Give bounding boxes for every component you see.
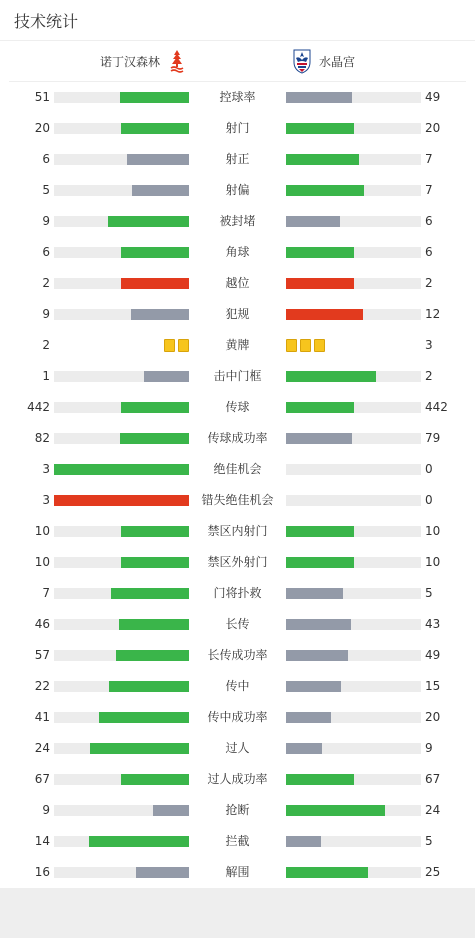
stat-label: 绝佳机会 — [213, 462, 262, 476]
away-bar-fill — [286, 867, 368, 878]
yellow-card-icon — [286, 339, 297, 352]
away-bar-track — [286, 557, 421, 568]
home-bar-fill — [119, 619, 189, 630]
home-bar-fill — [121, 278, 189, 289]
away-bar-fill — [286, 371, 376, 382]
stat-row — [0, 733, 475, 764]
stat-row — [0, 330, 475, 361]
stat-label: 击中门框 — [213, 369, 262, 383]
stat-row — [0, 578, 475, 609]
home-bar-track — [54, 867, 189, 878]
away-bar-track — [286, 123, 421, 134]
stat-row — [0, 237, 475, 268]
away-bar-track — [286, 588, 421, 599]
stat-row — [0, 640, 475, 671]
yellow-card-icon — [178, 339, 189, 352]
away-bar-fill — [286, 92, 352, 103]
stat-label: 越位 — [225, 276, 250, 290]
stat-label: 解围 — [225, 865, 250, 879]
home-value: 22 — [34, 679, 50, 693]
stat-row — [0, 516, 475, 547]
away-bar-fill — [286, 309, 363, 320]
home-bar-fill — [111, 588, 189, 599]
stat-row — [0, 795, 475, 826]
away-value: 10 — [425, 555, 441, 569]
stat-row — [0, 299, 475, 330]
stat-label: 禁区外射门 — [207, 555, 268, 569]
home-bar-track — [54, 185, 189, 196]
stat-label: 传球成功率 — [207, 431, 268, 445]
stat-row — [0, 764, 475, 795]
away-yellow-cards — [286, 339, 325, 352]
stat-row — [0, 423, 475, 454]
home-value: 51 — [34, 90, 50, 104]
home-bar-track — [54, 588, 189, 599]
home-value: 3 — [42, 462, 50, 476]
away-bar-track — [286, 371, 421, 382]
stat-label: 传中成功率 — [207, 710, 268, 724]
home-bar-fill — [121, 526, 189, 537]
away-bar-track — [286, 867, 421, 878]
stat-label: 被封堵 — [219, 214, 256, 228]
stat-row — [0, 671, 475, 702]
home-value: 6 — [42, 245, 50, 259]
away-bar-track — [286, 743, 421, 754]
page-title: 技术统计 — [14, 11, 79, 31]
away-bar-track — [286, 526, 421, 537]
away-value: 442 — [425, 400, 448, 414]
away-value: 3 — [425, 338, 433, 352]
away-bar-track — [286, 433, 421, 444]
away-bar-fill — [286, 805, 385, 816]
home-value: 9 — [42, 803, 50, 817]
away-value: 12 — [425, 307, 441, 321]
away-value: 20 — [425, 710, 441, 724]
away-value: 15 — [425, 679, 441, 693]
away-value: 0 — [425, 493, 433, 507]
away-bar-fill — [286, 123, 354, 134]
home-value: 57 — [34, 648, 50, 662]
away-bar-fill — [286, 154, 359, 165]
home-value: 10 — [34, 524, 50, 538]
stat-row — [0, 361, 475, 392]
stat-label: 犯规 — [225, 307, 250, 321]
stat-label: 射偏 — [225, 183, 250, 197]
home-value: 6 — [42, 152, 50, 166]
home-bar-fill — [121, 247, 189, 258]
away-team[interactable] — [291, 41, 355, 81]
away-bar-fill — [286, 185, 364, 196]
home-value: 7 — [42, 586, 50, 600]
away-value: 24 — [425, 803, 441, 817]
home-value: 41 — [34, 710, 50, 724]
away-value: 6 — [425, 245, 433, 259]
home-bar-track — [54, 278, 189, 289]
stat-label: 射正 — [225, 152, 250, 166]
away-bar-fill — [286, 650, 348, 661]
home-bar-fill — [131, 309, 189, 320]
home-value: 2 — [42, 276, 50, 290]
away-value: 0 — [425, 462, 433, 476]
away-value: 20 — [425, 121, 441, 135]
stat-row — [0, 702, 475, 733]
home-bar-fill — [121, 774, 189, 785]
home-value: 9 — [42, 307, 50, 321]
away-bar-track — [286, 247, 421, 258]
away-value: 2 — [425, 369, 433, 383]
stat-label: 过人成功率 — [207, 772, 268, 786]
away-bar-fill — [286, 619, 351, 630]
yellow-card-icon — [164, 339, 175, 352]
home-bar-fill — [121, 402, 189, 413]
stat-row — [0, 82, 475, 113]
home-bar-track — [54, 402, 189, 413]
home-value: 24 — [34, 741, 50, 755]
home-bar-fill — [54, 464, 189, 475]
stat-label: 黄牌 — [225, 338, 250, 352]
away-bar-fill — [286, 712, 331, 723]
stat-row — [0, 485, 475, 516]
yellow-card-icon — [314, 339, 325, 352]
home-bar-track — [54, 92, 189, 103]
away-bar-track — [286, 712, 421, 723]
stat-label: 控球率 — [219, 90, 256, 104]
away-value: 67 — [425, 772, 441, 786]
home-value: 16 — [34, 865, 50, 879]
home-bar-fill — [121, 557, 189, 568]
away-bar-track — [286, 278, 421, 289]
away-bar-fill — [286, 836, 321, 847]
home-bar-fill — [89, 836, 189, 847]
home-bar-track — [54, 774, 189, 785]
home-bar-fill — [132, 185, 189, 196]
home-bar-fill — [108, 216, 189, 227]
away-bar-fill — [286, 681, 341, 692]
home-bar-fill — [109, 681, 189, 692]
home-value: 3 — [42, 493, 50, 507]
home-team-name: 诺丁汉森林 — [99, 54, 160, 69]
home-value: 14 — [34, 834, 50, 848]
away-bar-track — [286, 464, 421, 475]
home-bar-track — [54, 123, 189, 134]
away-value: 5 — [425, 586, 433, 600]
away-bar-fill — [286, 588, 343, 599]
home-bar-track — [54, 433, 189, 444]
away-value: 25 — [425, 865, 441, 879]
stat-label: 长传成功率 — [207, 648, 268, 662]
away-bar-track — [286, 309, 421, 320]
away-value: 79 — [425, 431, 441, 445]
home-bar-fill — [116, 650, 189, 661]
home-bar-track — [54, 526, 189, 537]
away-bar-fill — [286, 774, 354, 785]
stat-label: 禁区内射门 — [207, 524, 268, 538]
home-bar-track — [54, 371, 189, 382]
stat-row — [0, 392, 475, 423]
stat-row — [0, 113, 475, 144]
home-bar-fill — [136, 867, 189, 878]
home-bar-fill — [90, 743, 189, 754]
away-value: 10 — [425, 524, 441, 538]
away-bar-fill — [286, 247, 354, 258]
home-bar-track — [54, 557, 189, 568]
away-bar-track — [286, 495, 421, 506]
away-value: 2 — [425, 276, 433, 290]
away-bar-track — [286, 650, 421, 661]
away-value: 7 — [425, 183, 433, 197]
away-team-name: 水晶宫 — [319, 54, 356, 69]
section-header — [0, 0, 475, 41]
away-bar-fill — [286, 557, 354, 568]
crystal-palace-crest-icon — [291, 48, 313, 74]
away-value: 5 — [425, 834, 433, 848]
away-bar-fill — [286, 216, 340, 227]
away-value: 6 — [425, 214, 433, 228]
stat-row — [0, 857, 475, 888]
away-bar-track — [286, 92, 421, 103]
home-bar-track — [54, 743, 189, 754]
home-bar-track — [54, 216, 189, 227]
stat-row — [0, 826, 475, 857]
home-value: 2 — [42, 338, 50, 352]
away-bar-track — [286, 681, 421, 692]
stat-label: 长传 — [225, 617, 250, 631]
stat-row — [0, 144, 475, 175]
away-bar-track — [286, 619, 421, 630]
stat-row — [0, 547, 475, 578]
away-bar-track — [286, 216, 421, 227]
home-bar-track — [54, 805, 189, 816]
away-bar-fill — [286, 278, 354, 289]
home-bar-fill — [121, 123, 189, 134]
home-bar-track — [54, 619, 189, 630]
home-yellow-cards — [164, 339, 189, 352]
home-bar-track — [54, 712, 189, 723]
home-value: 442 — [27, 400, 50, 414]
home-value: 46 — [34, 617, 50, 631]
home-bar-fill — [127, 154, 189, 165]
stat-row — [0, 609, 475, 640]
home-value: 67 — [34, 772, 50, 786]
teams-header — [9, 41, 466, 82]
away-bar-track — [286, 836, 421, 847]
stat-label: 角球 — [225, 245, 250, 259]
home-value: 82 — [34, 431, 50, 445]
away-bar-track — [286, 402, 421, 413]
stat-row — [0, 268, 475, 299]
home-team[interactable] — [100, 41, 188, 81]
home-value: 9 — [42, 214, 50, 228]
home-value: 20 — [34, 121, 50, 135]
nottingham-forest-crest-icon — [166, 48, 188, 74]
away-value: 49 — [425, 648, 441, 662]
stat-label: 门将扑救 — [213, 586, 262, 600]
away-value: 9 — [425, 741, 433, 755]
home-bar-track — [54, 247, 189, 258]
home-bar-track — [54, 154, 189, 165]
home-bar-fill — [144, 371, 189, 382]
home-value: 10 — [34, 555, 50, 569]
away-bar-track — [286, 185, 421, 196]
stat-label: 错失绝佳机会 — [201, 493, 274, 507]
away-bar-track — [286, 774, 421, 785]
home-value: 1 — [42, 369, 50, 383]
home-bar-track — [54, 650, 189, 661]
stats-list — [0, 82, 475, 888]
away-value: 7 — [425, 152, 433, 166]
yellow-card-icon — [300, 339, 311, 352]
stat-label: 射门 — [225, 121, 250, 135]
stat-label: 抢断 — [225, 803, 250, 817]
away-bar-track — [286, 805, 421, 816]
away-bar-fill — [286, 526, 354, 537]
home-bar-fill — [99, 712, 189, 723]
stat-label: 传球 — [225, 400, 250, 414]
away-value: 49 — [425, 90, 441, 104]
home-bar-track — [54, 836, 189, 847]
away-bar-fill — [286, 433, 352, 444]
stat-label: 过人 — [225, 741, 250, 755]
stat-row — [0, 175, 475, 206]
stat-label: 传中 — [225, 679, 250, 693]
home-bar-fill — [120, 433, 189, 444]
away-bar-fill — [286, 743, 322, 754]
home-bar-track — [54, 681, 189, 692]
stat-row — [0, 454, 475, 485]
home-value: 5 — [42, 183, 50, 197]
stat-row — [0, 206, 475, 237]
home-bar-fill — [120, 92, 189, 103]
home-bar-track — [54, 464, 189, 475]
away-value: 43 — [425, 617, 441, 631]
home-bar-track — [54, 495, 189, 506]
home-bar-fill — [153, 805, 189, 816]
away-bar-fill — [286, 402, 354, 413]
away-bar-track — [286, 154, 421, 165]
home-bar-fill — [54, 495, 189, 506]
home-bar-track — [54, 309, 189, 320]
stat-label: 拦截 — [225, 834, 250, 848]
